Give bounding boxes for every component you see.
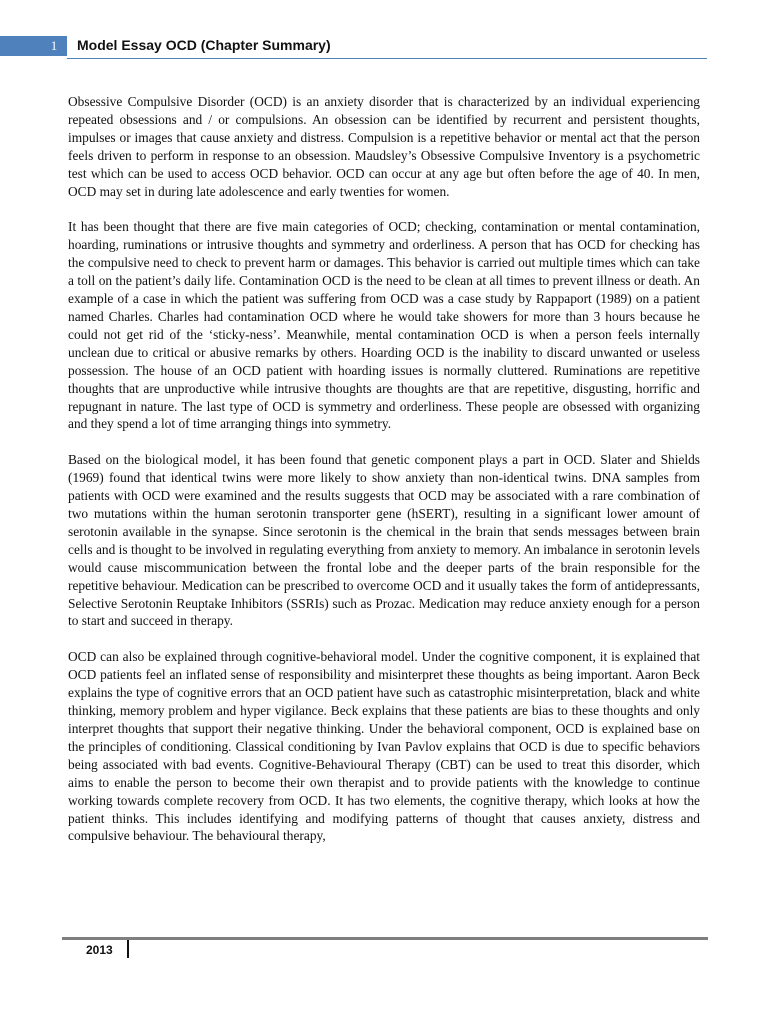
header-divider — [67, 58, 707, 59]
paragraph-1: Obsessive Compulsive Disorder (OCD) is an anxiety disorder that is characterized by an individual experiencing repeated obsessions and / or compulsions. An obsession can be identified by recurrent and persistent thoughts, impulses or images that cause anxiety and distress. Compulsion is a repetitive behavior or mental act that the person feels driven to perform in response to an obsession. Maudsley’s Obsessive Compulsive Inventory is a psychometric test which can be used to access OCD behavior. OCD can occur at any age but often before the age of 40. In men, OCD may set in during late adolescence and early twenties for women. — [68, 94, 700, 199]
footer-year: 2013 — [86, 943, 113, 957]
paragraph-4: OCD can also be explained through cognitive-behavioral model. Under the cognitive component, it is explained that OCD patients feel an inflated sense of responsibility and misinterpret these thoughts as being important. Aaron Beck explains the type of cognitive errors that an OCD patient have such as catastrophic misinterpretation, black and white thinking, memory problem and hyper vigilance. Beck explains that these patients are bias to these thoughts and only interpret thoughts that support their negative thinking. Under the behavioral component, OCD is explained base on the principles of conditioning. Classical conditioning by Ivan Pavlov explains that OCD is due to specific behaviors being associated with bad events. Cognitive-Behavioural Therapy (CBT) can be used to treat this disorder, which aims to enable the person to become their own therapist and to provide patients with the knowledge to continue working towards complete recovery from OCD. It has two elements, the cognitive therapy, which looks at how the patient thinks. This includes identifying and modifying patterns of thought that causes anxiety, distress and compulsive behaviour. The behavioural therapy, — [68, 649, 700, 844]
page-title: Model Essay OCD (Chapter Summary) — [77, 37, 331, 53]
page-number: 1 — [50, 38, 58, 53]
paragraph-2: It has been thought that there are five main categories of OCD; checking, contamination or mental contamination, hoarding, ruminations or intrusive thoughts and symmetry and orderliness. A person that has OCD for checking has the compulsive need to check to prevent harm or damages. This behavior is carried out multiple times which can take a toll on the patient’s daily life. Contamination OCD is the need to be clean at all times to prevent illness or death. An example of a case in which the patient was suffering from OCD was a case study by Rappaport (1989) on a patient named Charles. Charles had contamination OCD where he would take showers for more than 3 hours because he could not get rid of the ‘sticky-ness’. Meanwhile, mental contamination OCD is when a person feels internally unclean due to critical or abusive remarks by others. Hoarding OCD is the inability to discard unwanted or useless possession. The house of an OCD patient with hoarding issues is normally cluttered. Ruminations are repetitive thoughts that are unproductive while intrusive thoughts are thoughts are that are repetitive, disgusting, horrific and repugnant in nature. The last type of OCD is symmetry and orderliness. These people are obsessed with organizing and they spend a lot of time arranging things into symmetry. — [68, 219, 700, 432]
essay-body — [68, 93, 700, 863]
footer-divider — [62, 937, 708, 940]
paragraph-3: Based on the biological model, it has been found that genetic component plays a part in OCD. Slater and Shields (1969) found that identical twins were more likely to show anxiety than non-identical twins. DNA samples from patients with OCD were examined and the results suggests that OCD may be associated with a rare combination of two mutations within the human serotonin transporter gene (hSERT), resulting in a significant lower amount of serotonin available in the synapse. Since serotonin is the chemical in the brain that sends messages between brain cells and is thought to be involved in regulating everything from anxiety to memory. An imbalance in serotonin levels would cause miscommunication between the frontal lobe and the deeper parts of the brain responsible for the repetitive behaviour. Medication can be prescribed to overcome OCD and it usually takes the form of antidepressants, Selective Serotonin Reuptake Inhibitors (SSRIs) such as Prozac. Medication may reduce anxiety enough for a person to start and succeed in therapy. — [68, 452, 700, 629]
footer-tick — [127, 940, 129, 958]
